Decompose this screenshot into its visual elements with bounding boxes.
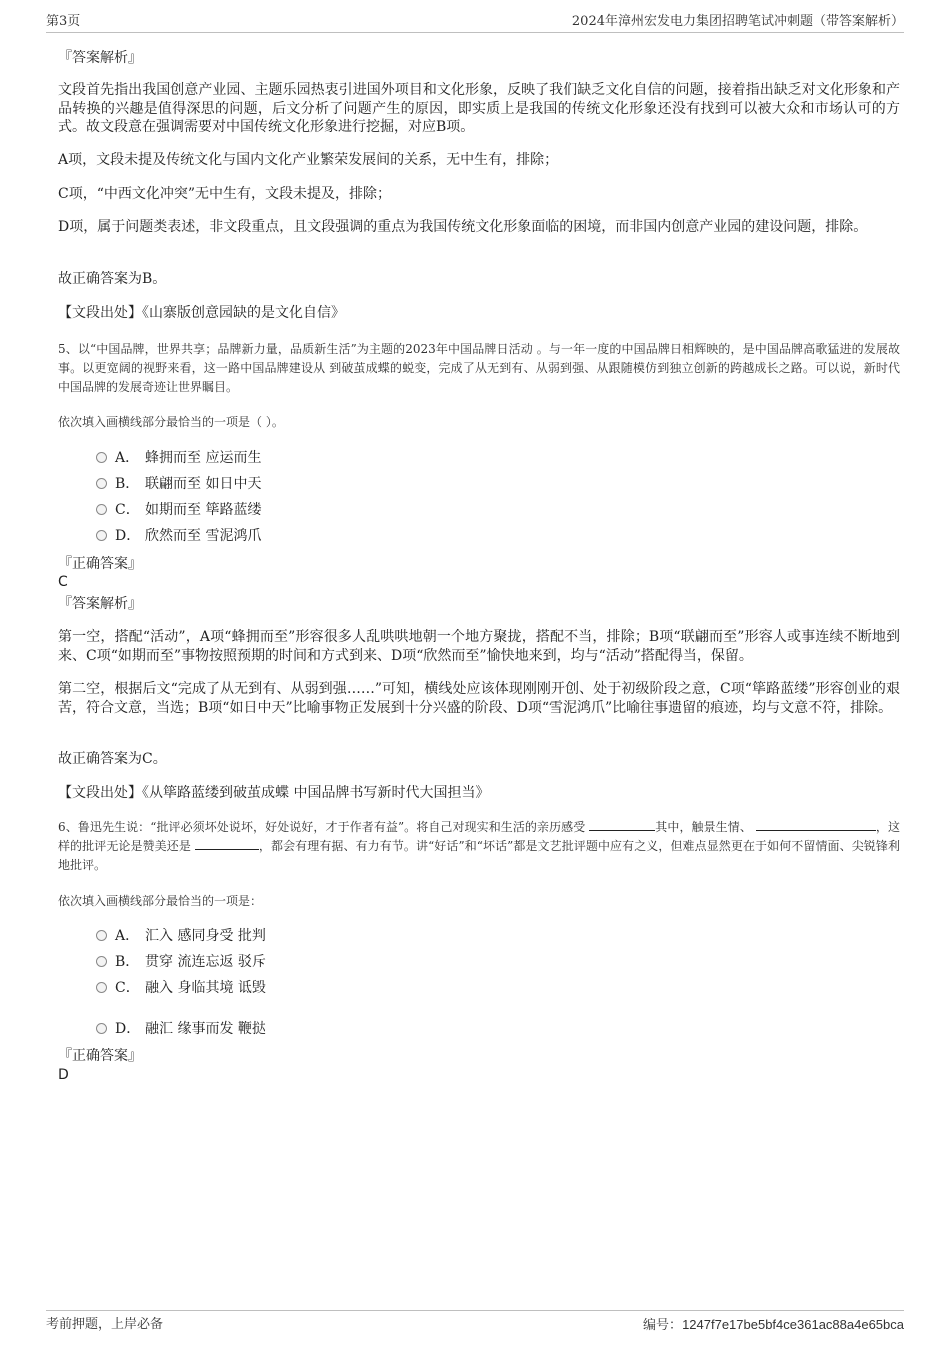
q4-analysis-option-a: A项，文段未提及传统文化与国内文化产业繁荣发展间的关系，无中生有，排除； <box>58 152 559 168</box>
q6-answer-tag: 『正确答案』 <box>58 1048 142 1064</box>
option-text: 蜂拥而至 应运而生 <box>145 450 262 466</box>
q6-text-part-1: 6、鲁迅先生说：“批评必须坏处说坏，好处说好，才于作者有益”。将自己对现实和生活的亲历感受 <box>58 820 586 834</box>
q5-source-title: 《从筚路蓝缕到破茧成蝶 中国品牌书写新时代大国担当》 <box>142 785 490 801</box>
radio-icon[interactable] <box>96 956 107 967</box>
q6-blank-2 <box>756 818 876 831</box>
q5-option-a[interactable] <box>96 448 261 468</box>
option-text: 如期而至 筚路蓝缕 <box>145 502 262 518</box>
option-text: 贯穿 流连忘返 驳斥 <box>145 954 266 970</box>
q4-analysis-tag: 『答案解析』 <box>58 50 142 66</box>
q6-option-c[interactable] <box>96 978 266 998</box>
q5-conclusion: 故正确答案为C。 <box>58 751 167 767</box>
document-title: 2024年漳州宏发电力集团招聘笔试冲刺题（带答案解析） <box>571 14 904 29</box>
option-letter: C． <box>115 980 140 996</box>
q6-question-text <box>58 818 900 875</box>
q6-option-b[interactable] <box>96 952 266 972</box>
q6-option-a[interactable] <box>96 926 266 946</box>
q6-text-part-2: 其中，触景生情、 <box>655 820 752 834</box>
radio-icon[interactable] <box>96 1023 107 1034</box>
option-letter: A． <box>115 928 140 944</box>
q6-text-part-3: ，这样的批评无论是赞美还是 <box>58 820 900 853</box>
q6-answer: D <box>58 1067 69 1083</box>
q5-analysis-paragraph-1: 第一空，搭配“活动”，A项“蜂拥而至”形容很多人乱哄哄地朝一个地方聚拢，搭配不当，排除；B项“联翩而至”形容人或事连续不断地到来、C项“如期而至”事物按照预期的时间和方式到来、D项“欣然而至”愉快地来到，均与“活动”搭配得当，保留。 <box>58 629 900 664</box>
q6-option-d[interactable] <box>96 1019 266 1039</box>
q6-text-part-4: ，都会有理有据、有力有节。讲“好话”和“坏话”都是文艺批评题中应有之义，但难点显然更在于如何不留情面、尖锐锋利地批评。 <box>58 839 900 872</box>
option-letter: B． <box>115 954 140 970</box>
q4-analysis-paragraph: 文段首先指出我国创意产业园、主题乐园热衷引进国外项目和文化形象，反映了我们缺乏文化自信的问题，接着指出缺乏对文化形象和产品转换的兴趣是值得深思的问题，后文分析了问题产生的原因，即实质上是我国的传统文化形象还没有找到可以被大众和市场认可的方式。故文段意在强调需要对中国传统文化形象进行挖掘，对应B项。 <box>58 82 900 135</box>
q4-source-label: 【文段出处】 <box>58 305 142 321</box>
option-text: 汇入 感同身受 批判 <box>145 928 266 944</box>
option-text: 融汇 缘事而发 鞭挞 <box>145 1021 266 1037</box>
q4-source <box>58 304 900 323</box>
q6-blank-3 <box>195 837 259 850</box>
q5-option-c[interactable] <box>96 500 261 520</box>
option-letter: C． <box>115 502 140 518</box>
radio-icon[interactable] <box>96 504 107 515</box>
q5-answer-tag: 『正确答案』 <box>58 556 142 572</box>
option-letter: B． <box>115 476 140 492</box>
footer-code <box>643 1313 904 1338</box>
option-letter: D． <box>115 528 141 544</box>
radio-icon[interactable] <box>96 930 107 941</box>
footer-code-value: 1247f7e17be5bf4ce361ac88a4e65bca <box>682 1317 904 1332</box>
option-text: 融入 身临其境 诋毁 <box>145 980 266 996</box>
option-letter: A． <box>115 450 140 466</box>
footer-code-label: 编号： <box>643 1318 683 1333</box>
q4-conclusion: 故正确答案为B。 <box>58 271 167 287</box>
q4-source-title: 《山寨版创意园缺的是文化自信》 <box>142 305 345 321</box>
q4-analysis-option-c: C项，“中西文化冲突”无中生有，文段未提及，排除； <box>58 186 392 202</box>
q4-analysis-option-d: D项，属于问题类表述，非文段重点，且文段强调的重点为我国传统文化形象面临的困境，而非国内创意产业园的建设问题，排除。 <box>58 219 868 235</box>
page-footer <box>46 1310 904 1335</box>
q5-answer: C <box>58 574 68 590</box>
page-number: 第3页 <box>46 14 81 29</box>
radio-icon[interactable] <box>96 452 107 463</box>
option-letter: D． <box>115 1021 141 1037</box>
q6-prompt: 依次填入画横线部分最恰当的一项是： <box>58 894 263 908</box>
q5-source-label: 【文段出处】 <box>58 785 142 801</box>
option-text: 联翩而至 如日中天 <box>145 476 262 492</box>
option-text: 欣然而至 雪泥鸿爪 <box>145 528 262 544</box>
q5-source <box>58 784 900 803</box>
q5-analysis-tag: 『答案解析』 <box>58 596 142 612</box>
radio-icon[interactable] <box>96 982 107 993</box>
q5-question-text: 5、以“中国品牌，世界共享；品牌新力量，品质新生活”为主题的2023年中国品牌日活动 。与一年一度的中国品牌日相辉映的，是中国品牌高歌猛进的发展故事。以更宽阔的视野来看，这一路中国品牌建设从 到破茧成蝶的蜕变，完成了从无到有、从弱到强、从跟随模仿到独立创新的跨越成长之路。可以说，新时代中国品牌的发展奇迹让世界瞩目。 <box>58 342 900 394</box>
q5-analysis-paragraph-2: 第二空，根据后文“完成了从无到有、从弱到强……”可知，横线处应该体现刚刚开创、处于初级阶段之意，C项“筚路蓝缕”形容创业的艰苦，符合文意，当选；B项“如日中天”比喻事物正发展到十分兴盛的阶段、D项“雪泥鸿爪”比喻往事遗留的痕迹，均与文意不符，排除。 <box>58 681 900 716</box>
radio-icon[interactable] <box>96 530 107 541</box>
radio-icon[interactable] <box>96 478 107 489</box>
q5-option-d[interactable] <box>96 526 261 546</box>
q5-prompt: 依次填入画横线部分最恰当的一项是（ ）。 <box>58 415 284 429</box>
page-header <box>46 12 904 33</box>
q6-blank-1 <box>589 818 655 831</box>
footer-slogan: 考前押题，上岸必备 <box>46 1317 164 1332</box>
q5-option-b[interactable] <box>96 474 261 494</box>
